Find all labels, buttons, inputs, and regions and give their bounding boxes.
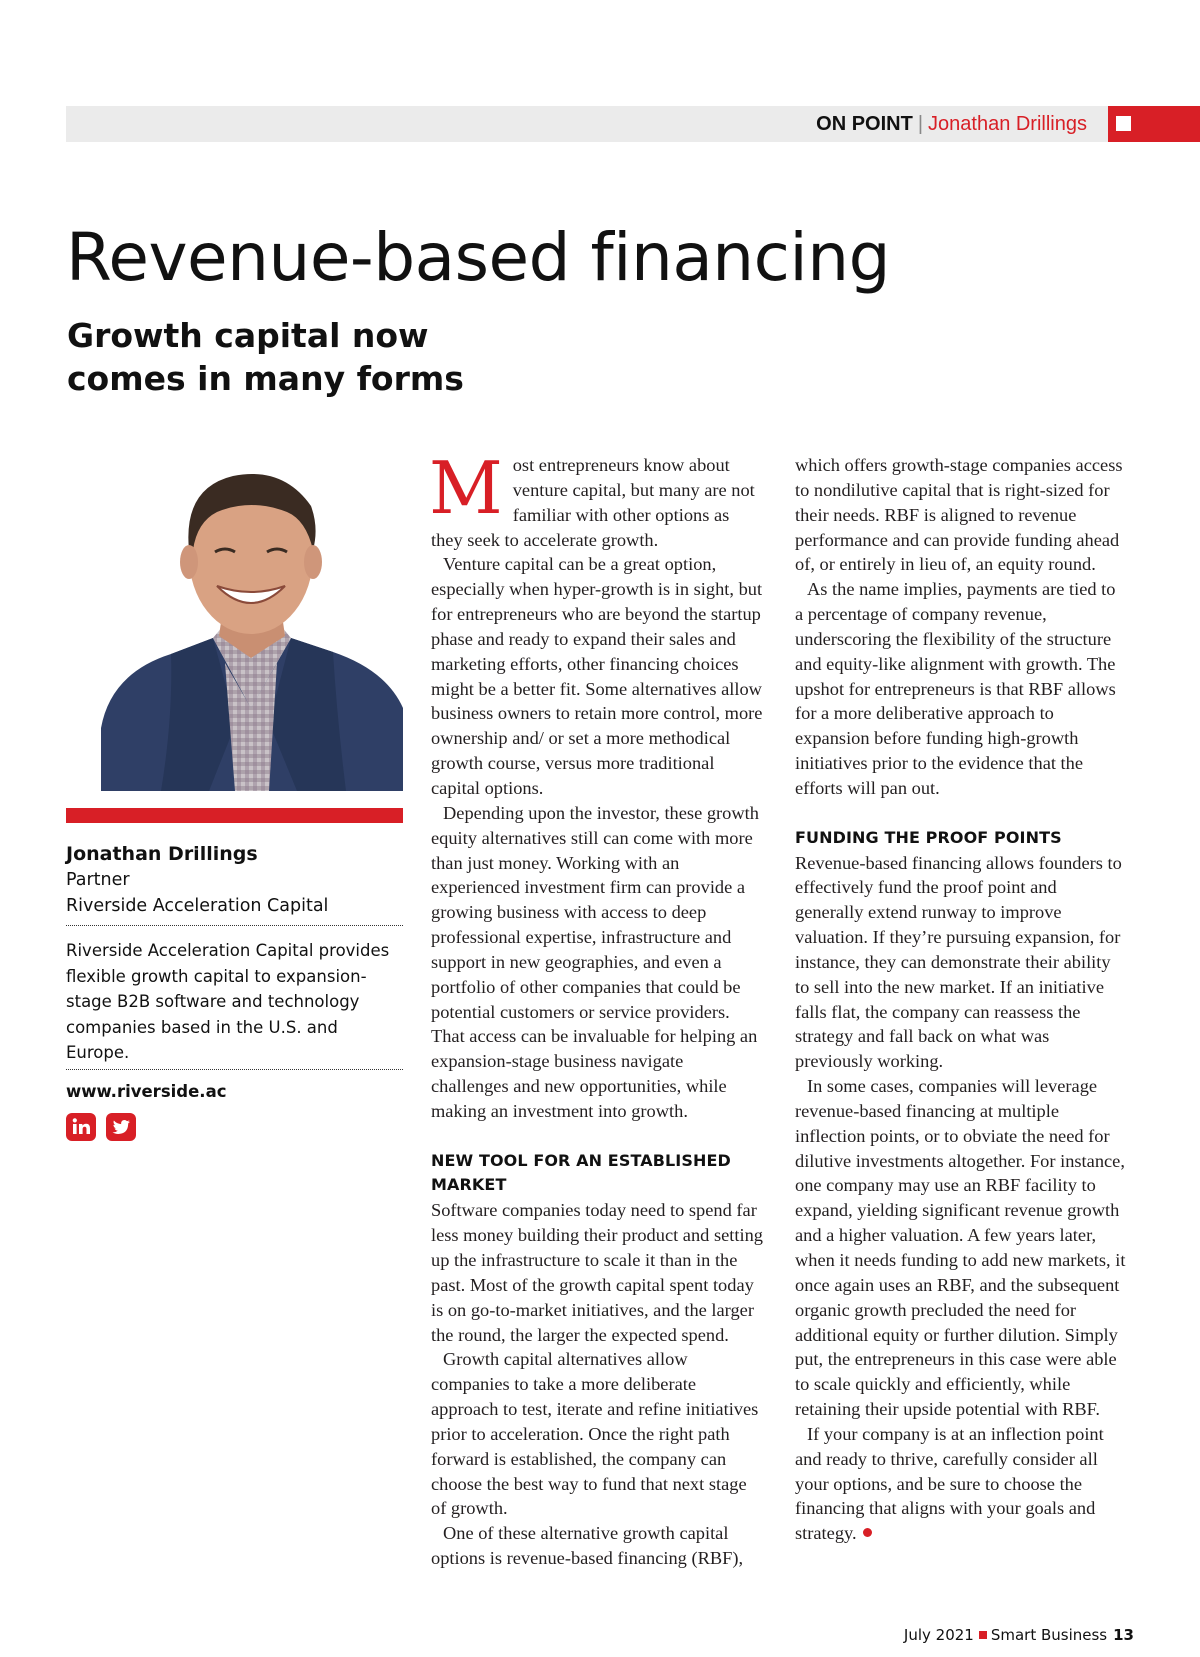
section-header (816, 112, 1087, 136)
header-author: Jonathan Drillings (928, 113, 1087, 135)
article-column-1 (429, 446, 764, 1571)
bio-role: Partner (66, 870, 130, 890)
square-icon (1116, 116, 1131, 131)
article-column-2 (795, 453, 1128, 1546)
bio-name: Jonathan Drillings (66, 843, 258, 865)
article-title: Revenue-based financing (66, 219, 890, 296)
footer-date: July 2021 (903, 1626, 974, 1644)
drop-cap: M (429, 446, 503, 530)
page-number: 13 (1113, 1626, 1134, 1644)
square-icon (979, 1631, 987, 1639)
page-footer (904, 1626, 1134, 1644)
bio-description: Riverside Acceleration Capital provides flexible growth capital to expansion-stage B2B software and technology companies based in the U.S. and Europe. (66, 941, 390, 1062)
paragraph: which offers growth-stage companies access to nondilutive capital that is right-sized for their needs. RBF is aligned to revenue performance and can provide funding ahead of, or entirely in lieu of, an equity round. (795, 455, 1123, 575)
section-label: ON POINT (816, 113, 913, 135)
paragraph: Venture capital can be a great option, especially when hyper-growth is in sight, but for entrepreneurs who are beyond the startup phase and ready to expand their sales and marketing efforts, other financing choices might be a better fit. Some alternatives allow business owners to retain more control, more ownership and/ or set a more methodical growth course, versus more traditional capital options. (431, 554, 763, 798)
paragraph: One of these alternative growth capital options is revenue-based financing (RBF), (431, 1523, 744, 1569)
paragraph: Depending upon the investor, these growth equity alternatives still can come with more than just money. Working with an experienced investment firm can provide a growing business with access to deep professional expertise, infrastructure and support in new geographies, and even a portfolio of other companies that could be potential customers or service providers. That access can be invaluable for helping an expansion-stage business navigate challenges and new opportunities, while making an investment into growth. (431, 802, 759, 1121)
footer-publication: Smart Business (990, 1626, 1108, 1644)
bio-company: Riverside Acceleration Capital (66, 896, 329, 916)
paragraph: Growth capital alternatives allow companies to take a more deliberate approach to test, iterate and refine initiatives prior to acceleration. Once the right path forward is established, the company can choose the best way to fund that next stage of growth. (431, 1349, 759, 1519)
paragraph (429, 446, 764, 552)
portrait-illustration (101, 458, 403, 791)
paragraph (795, 1422, 1128, 1546)
author-portrait (101, 458, 403, 791)
closing-text: If your company is at an inflection point and ready to thrive, carefully consider all your options, and be sure to choose the financing that aligns with your goals and strategy. (795, 1423, 1104, 1544)
paragraph: As the name implies, payments are tied to a percentage of company revenue, underscoring the flexibility of the structure and equity-like alignment with growth. The upshot for entrepreneurs is that RBF allows for a more deliberative approach to expansion before funding high-growth initiatives prior to the evidence that the efforts will pan out. (795, 579, 1116, 798)
paragraph: Revenue-based financing allows founders to effectively fund the proof point and generally extend runway to improve valuation. If they’re pursuing expansion, for instance, they can demonstrate their ability to sell into the new market. If an initiative falls flat, the company can reassess the strategy and fall back on what was previously working. (795, 852, 1122, 1072)
paragraph: Software companies today need to spend far less money building their product and setting up the infrastructure to scale it than in the past. Most of the growth capital spent today is on go-to-market initiatives, and the larger the round, the larger the expected spend. (431, 1200, 764, 1345)
bio-divider (66, 925, 403, 926)
bio-accent-rule (66, 808, 403, 823)
article-subtitle: Growth capital now comes in many forms (67, 316, 464, 398)
twitter-icon[interactable] (106, 1113, 136, 1141)
section-heading: FUNDING THE PROOF POINTS (795, 827, 1062, 847)
paragraph: In some cases, companies will leverage revenue-based financing at multiple inflection points, or to obviate the need for dilutive investments altogether. For instance, one company may use an RBF facility to expand, yielding significant revenue growth and a higher valuation. A few years later, when it needs funding to add new markets, it once again uses an RBF, and the subsequent organic growth precluded the need for additional equity or further dilution. Simply put, the entrepreneurs in this case were able to scale quickly and efficiently, while retaining their upside potential with RBF. (795, 1076, 1126, 1420)
end-mark-icon (863, 1528, 872, 1537)
bio-website-link[interactable]: www.riverside.ac (66, 1082, 227, 1101)
header-separator: | (917, 113, 924, 135)
linkedin-icon[interactable] (66, 1113, 96, 1141)
bio-divider (66, 1069, 403, 1070)
section-heading: NEW TOOL FOR AN ESTABLISHED MARKET (431, 1150, 731, 1195)
intro-text: ost entrepreneurs know about venture capital, but many are not familiar with other options as they seek to accelerate growth. (431, 455, 755, 550)
